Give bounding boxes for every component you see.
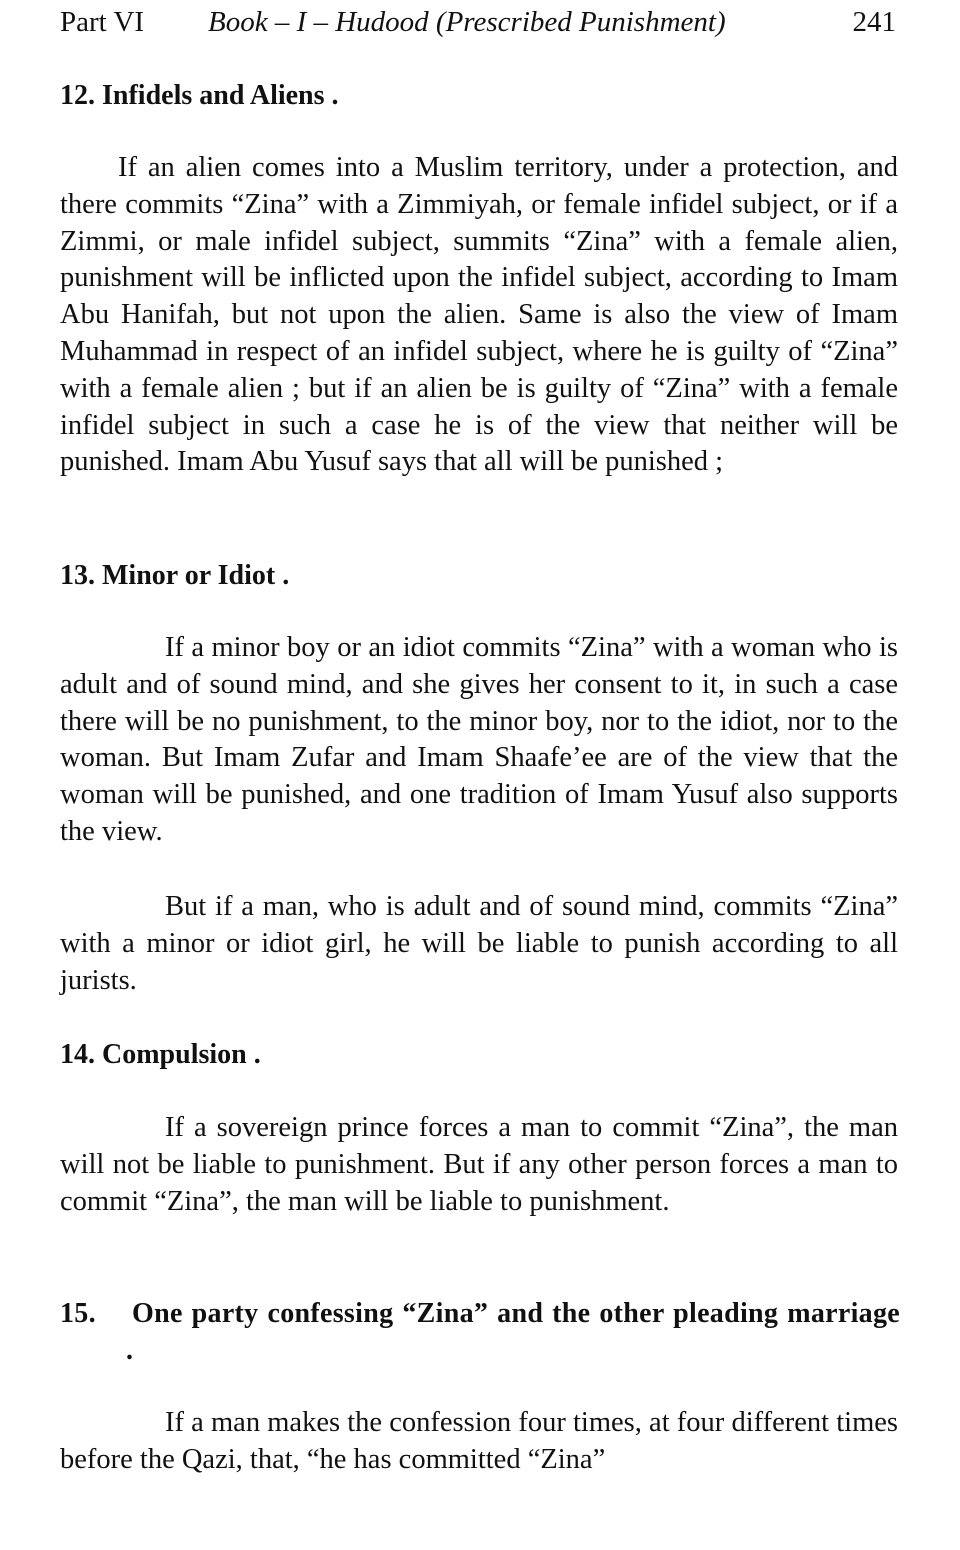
section-title: Minor or Idiot . xyxy=(102,560,290,591)
page-number: 241 xyxy=(852,6,896,38)
section-title: Compulsion . xyxy=(102,1039,261,1070)
header-part: Part VI xyxy=(60,6,145,38)
section-number: 15. xyxy=(60,1298,96,1329)
running-header xyxy=(60,2,898,42)
section-13-paragraph-1: If a minor boy or an idiot commits “Zina” with a woman who is adult and of sound mind, and she gives her consent to it, in such a case there will be no punishment, to the minor boy, nor to the idiot, nor to the woman. But Imam Zufar and Imam Shaafe’ee are of the view that the woman will be punished, and one tradition of Imam Yusuf also supports the view. xyxy=(60,632,898,847)
section-heading-13 xyxy=(60,557,289,594)
section-number: 13. xyxy=(60,560,95,591)
section-heading-12 xyxy=(60,77,339,114)
section-14-paragraph-1: If a sovereign prince forces a man to commit “Zina”, the man will not be liable to punishment. But if any other person forces a man to commit “Zina”, the man will be liable to punishment. xyxy=(60,1112,898,1217)
section-12-paragraph-1: If an alien comes into a Muslim territory, under a protection, and there commits “Zina” with a Zimmiyah, or female infidel subject, or if a Zimmi, or male infidel subject, summits “Zina” with a female alien, punishment will be inflicted upon the infidel subject, according to Imam Abu Hanifah, but not upon the alien. Same is also the view of Imam Muhammad in respect of an infidel subject, where he is guilty of “Zina” with a female alien ; but if an alien be is guilty of “Zina” with a female infidel subject in such a case he is of the view that neither will be punished. Imam Abu Yusuf says that all will be punished ; xyxy=(60,152,898,478)
section-title: Infidels and Aliens . xyxy=(102,80,339,111)
section-number: 12. xyxy=(60,80,95,111)
section-title: One party confessing “Zina” and the other pleading marriage . xyxy=(126,1298,900,1366)
section-15-paragraph-1: If a man makes the confession four times, at four different times before the Qazi, that, “he has committed “Zina” xyxy=(60,1407,898,1475)
section-heading-14 xyxy=(60,1036,261,1073)
header-book-title: Book – I – Hudood (Prescribed Punishment) xyxy=(208,6,726,38)
section-number: 14. xyxy=(60,1039,95,1070)
section-13-paragraph-2: But if a man, who is adult and of sound mind, commits “Zina” with a minor or idiot girl, he will be liable to punish according to all jurists. xyxy=(60,891,898,996)
